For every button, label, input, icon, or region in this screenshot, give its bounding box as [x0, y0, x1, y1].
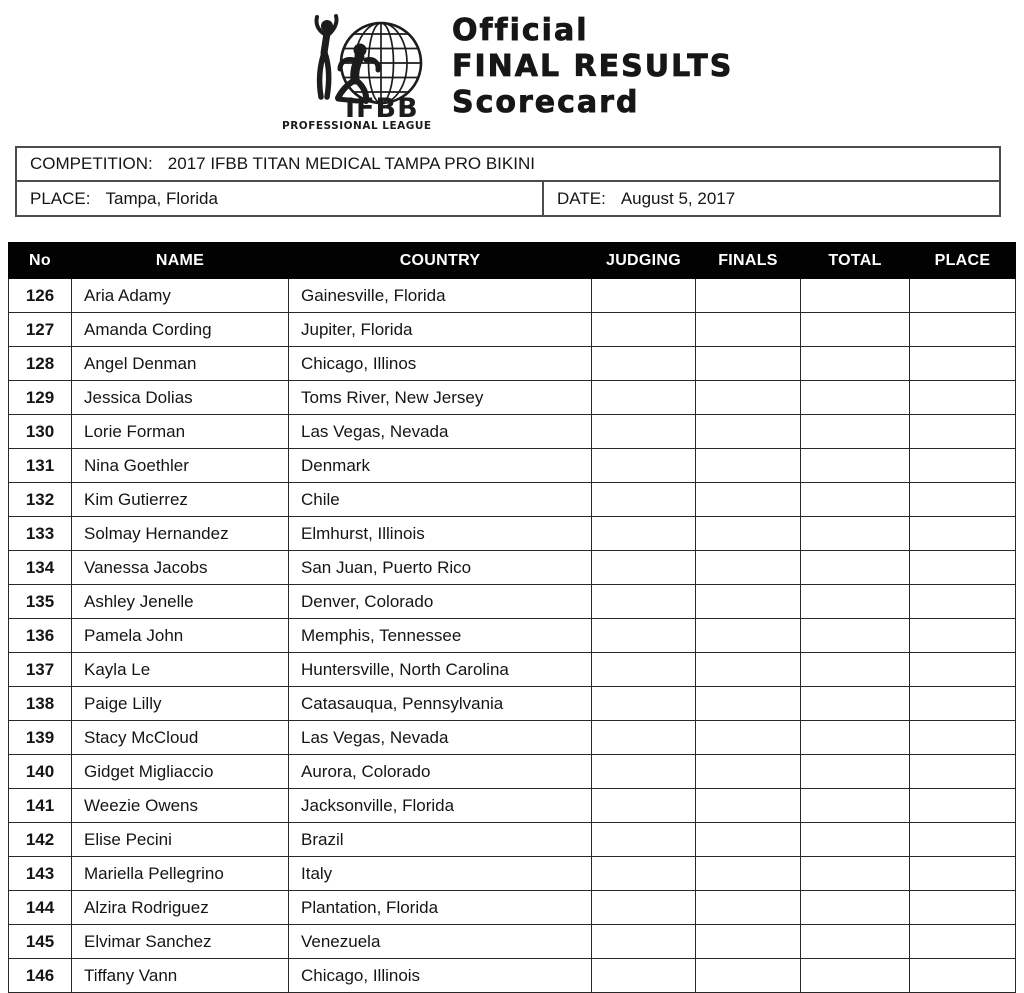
competitor-country-cell: Denver, Colorado — [289, 585, 592, 619]
competitor-country-cell: Chicago, Illinos — [289, 347, 592, 381]
total-score-cell — [801, 721, 910, 755]
judging-score-cell — [592, 925, 696, 959]
competitor-number-cell: 132 — [9, 483, 72, 517]
competitor-number-cell: 126 — [9, 279, 72, 313]
competition-row — [17, 148, 999, 182]
table-row — [9, 347, 1016, 381]
place-result-cell — [910, 721, 1016, 755]
total-score-cell — [801, 687, 910, 721]
total-score-cell — [801, 925, 910, 959]
competitor-country-cell: Plantation, Florida — [289, 891, 592, 925]
competitor-name-cell: Elvimar Sanchez — [72, 925, 289, 959]
date-label: DATE: — [557, 188, 606, 208]
table-row — [9, 789, 1016, 823]
place-label: PLACE: — [30, 188, 91, 208]
competitor-country-cell: Toms River, New Jersey — [289, 381, 592, 415]
judging-score-cell — [592, 483, 696, 517]
competitor-number-cell: 142 — [9, 823, 72, 857]
place-result-cell — [910, 483, 1016, 517]
competitor-number-cell: 137 — [9, 653, 72, 687]
place-result-cell — [910, 619, 1016, 653]
competitor-number-cell: 130 — [9, 415, 72, 449]
table-row — [9, 653, 1016, 687]
title-line-scorecard: Scorecard — [452, 85, 640, 120]
competitor-name-cell: Amanda Cording — [72, 313, 289, 347]
competitor-number-cell: 146 — [9, 959, 72, 993]
place-result-cell — [910, 857, 1016, 891]
table-row — [9, 959, 1016, 993]
competitor-number-cell: 134 — [9, 551, 72, 585]
total-score-cell — [801, 755, 910, 789]
place-result-cell — [910, 789, 1016, 823]
competitor-name-cell: Aria Adamy — [72, 279, 289, 313]
place-result-cell — [910, 925, 1016, 959]
judging-score-cell — [592, 619, 696, 653]
place-date-row — [17, 182, 999, 215]
finals-score-cell — [696, 347, 801, 381]
competitor-name-cell: Alzira Rodriguez — [72, 891, 289, 925]
place-result-cell — [910, 585, 1016, 619]
finals-score-cell — [696, 653, 801, 687]
finals-score-cell — [696, 585, 801, 619]
finals-score-cell — [696, 517, 801, 551]
judging-score-cell — [592, 755, 696, 789]
table-row — [9, 551, 1016, 585]
competitor-country-cell: Jupiter, Florida — [289, 313, 592, 347]
column-header-country: COUNTRY — [289, 243, 592, 279]
title-line-final-results: FINAL RESULTS — [452, 49, 734, 84]
total-score-cell — [801, 959, 910, 993]
competitor-number-cell: 139 — [9, 721, 72, 755]
finals-score-cell — [696, 551, 801, 585]
total-score-cell — [801, 279, 910, 313]
table-row — [9, 619, 1016, 653]
competition-info-box — [15, 146, 1001, 217]
judging-score-cell — [592, 381, 696, 415]
table-row — [9, 381, 1016, 415]
place-result-cell — [910, 415, 1016, 449]
judging-score-cell — [592, 687, 696, 721]
judging-score-cell — [592, 415, 696, 449]
total-score-cell — [801, 823, 910, 857]
competitor-number-cell: 127 — [9, 313, 72, 347]
competitor-country-cell: Aurora, Colorado — [289, 755, 592, 789]
finals-score-cell — [696, 313, 801, 347]
place-value: Tampa, Florida — [105, 188, 218, 208]
judging-score-cell — [592, 313, 696, 347]
judging-score-cell — [592, 517, 696, 551]
competitor-name-cell: Pamela John — [72, 619, 289, 653]
finals-score-cell — [696, 483, 801, 517]
total-score-cell — [801, 551, 910, 585]
place-result-cell — [910, 517, 1016, 551]
total-score-cell — [801, 415, 910, 449]
competitor-name-cell: Jessica Dolias — [72, 381, 289, 415]
judging-score-cell — [592, 823, 696, 857]
competitor-number-cell: 136 — [9, 619, 72, 653]
competitor-number-cell: 141 — [9, 789, 72, 823]
place-result-cell — [910, 313, 1016, 347]
finals-score-cell — [696, 789, 801, 823]
column-header-place: PLACE — [910, 243, 1016, 279]
table-row — [9, 823, 1016, 857]
table-row — [9, 925, 1016, 959]
competitor-number-cell: 138 — [9, 687, 72, 721]
total-score-cell — [801, 381, 910, 415]
report-title — [452, 13, 733, 121]
judging-score-cell — [592, 449, 696, 483]
place-result-cell — [910, 755, 1016, 789]
total-score-cell — [801, 449, 910, 483]
table-row — [9, 313, 1016, 347]
competition-label: COMPETITION: — [30, 154, 153, 173]
table-row — [9, 755, 1016, 789]
results-table-body — [9, 279, 1016, 993]
column-header-name: NAME — [72, 243, 289, 279]
finals-score-cell — [696, 823, 801, 857]
competitor-country-cell: San Juan, Puerto Rico — [289, 551, 592, 585]
place-result-cell — [910, 891, 1016, 925]
date-value: August 5, 2017 — [620, 188, 736, 208]
competitor-country-cell: Jacksonville, Florida — [289, 789, 592, 823]
results-table-header — [9, 243, 1016, 279]
table-row — [9, 415, 1016, 449]
competitor-number-cell: 145 — [9, 925, 72, 959]
competitor-number-cell: 129 — [9, 381, 72, 415]
judging-score-cell — [592, 721, 696, 755]
table-row — [9, 517, 1016, 551]
competitor-name-cell: Mariella Pellegrino — [72, 857, 289, 891]
competitor-number-cell: 131 — [9, 449, 72, 483]
logo-league-text: PROFESSIONAL LEAGUE — [282, 120, 432, 131]
competitor-country-cell: Elmhurst, Illinois — [289, 517, 592, 551]
date-cell — [544, 182, 999, 215]
competitor-number-cell: 135 — [9, 585, 72, 619]
table-row — [9, 687, 1016, 721]
finals-score-cell — [696, 381, 801, 415]
total-score-cell — [801, 619, 910, 653]
table-row — [9, 891, 1016, 925]
competitor-name-cell: Stacy McCloud — [72, 721, 289, 755]
judging-score-cell — [592, 551, 696, 585]
finals-score-cell — [696, 449, 801, 483]
competitor-number-cell: 128 — [9, 347, 72, 381]
competitor-country-cell: Venezuela — [289, 925, 592, 959]
judging-score-cell — [592, 279, 696, 313]
judging-score-cell — [592, 347, 696, 381]
total-score-cell — [801, 347, 910, 381]
competitor-country-cell: Denmark — [289, 449, 592, 483]
finals-score-cell — [696, 891, 801, 925]
competitor-name-cell: Kim Gutierrez — [72, 483, 289, 517]
table-row — [9, 449, 1016, 483]
competitor-country-cell: Gainesville, Florida — [289, 279, 592, 313]
table-row — [9, 721, 1016, 755]
competitor-name-cell: Kayla Le — [72, 653, 289, 687]
competitor-country-cell: Memphis, Tennessee — [289, 619, 592, 653]
column-header-finals: FINALS — [696, 243, 801, 279]
total-score-cell — [801, 483, 910, 517]
judging-score-cell — [592, 585, 696, 619]
total-score-cell — [801, 517, 910, 551]
table-row — [9, 279, 1016, 313]
competitor-country-cell: Italy — [289, 857, 592, 891]
finals-score-cell — [696, 925, 801, 959]
table-row — [9, 585, 1016, 619]
place-result-cell — [910, 551, 1016, 585]
total-score-cell — [801, 891, 910, 925]
judging-score-cell — [592, 653, 696, 687]
competitor-name-cell: Vanessa Jacobs — [72, 551, 289, 585]
place-result-cell — [910, 653, 1016, 687]
total-score-cell — [801, 585, 910, 619]
competitor-country-cell: Chile — [289, 483, 592, 517]
total-score-cell — [801, 789, 910, 823]
place-result-cell — [910, 347, 1016, 381]
column-header-judging: JUDGING — [592, 243, 696, 279]
competitor-country-cell: Las Vegas, Nevada — [289, 721, 592, 755]
competitor-number-cell: 143 — [9, 857, 72, 891]
table-row — [9, 857, 1016, 891]
competitor-number-cell: 133 — [9, 517, 72, 551]
total-score-cell — [801, 857, 910, 891]
column-header-total: TOTAL — [801, 243, 910, 279]
total-score-cell — [801, 313, 910, 347]
competitor-country-cell: Huntersville, North Carolina — [289, 653, 592, 687]
competitor-name-cell: Solmay Hernandez — [72, 517, 289, 551]
competitor-country-cell: Brazil — [289, 823, 592, 857]
place-result-cell — [910, 823, 1016, 857]
competitor-name-cell: Weezie Owens — [72, 789, 289, 823]
competitor-name-cell: Lorie Forman — [72, 415, 289, 449]
finals-score-cell — [696, 755, 801, 789]
finals-score-cell — [696, 619, 801, 653]
competitor-name-cell: Paige Lilly — [72, 687, 289, 721]
posing-figure-icon — [316, 16, 336, 97]
competitor-number-cell: 144 — [9, 891, 72, 925]
judging-score-cell — [592, 789, 696, 823]
finals-score-cell — [696, 415, 801, 449]
competitor-name-cell: Gidget Migliaccio — [72, 755, 289, 789]
place-result-cell — [910, 959, 1016, 993]
competitor-country-cell: Catasauqua, Pennsylvania — [289, 687, 592, 721]
place-cell — [17, 182, 544, 215]
place-result-cell — [910, 279, 1016, 313]
competitor-name-cell: Angel Denman — [72, 347, 289, 381]
title-line-official: Official — [452, 13, 589, 48]
ifbb-logo — [281, 13, 445, 131]
finals-score-cell — [696, 959, 801, 993]
finals-score-cell — [696, 721, 801, 755]
competitor-name-cell: Tiffany Vann — [72, 959, 289, 993]
column-header-no: No — [9, 243, 72, 279]
competition-value: 2017 IFBB TITAN MEDICAL TAMPA PRO BIKINI — [167, 154, 535, 173]
competitor-country-cell: Las Vegas, Nevada — [289, 415, 592, 449]
finals-score-cell — [696, 279, 801, 313]
competitor-name-cell: Elise Pecini — [72, 823, 289, 857]
logo-ifbb-text: IFBB — [345, 93, 419, 124]
finals-score-cell — [696, 857, 801, 891]
competitor-number-cell: 140 — [9, 755, 72, 789]
place-result-cell — [910, 381, 1016, 415]
competitor-name-cell: Ashley Jenelle — [72, 585, 289, 619]
total-score-cell — [801, 653, 910, 687]
judging-score-cell — [592, 857, 696, 891]
place-result-cell — [910, 687, 1016, 721]
place-result-cell — [910, 449, 1016, 483]
judging-score-cell — [592, 959, 696, 993]
competitor-country-cell: Chicago, Illinois — [289, 959, 592, 993]
table-row — [9, 483, 1016, 517]
judging-score-cell — [592, 891, 696, 925]
results-table — [8, 242, 1016, 993]
competitor-name-cell: Nina Goethler — [72, 449, 289, 483]
finals-score-cell — [696, 687, 801, 721]
